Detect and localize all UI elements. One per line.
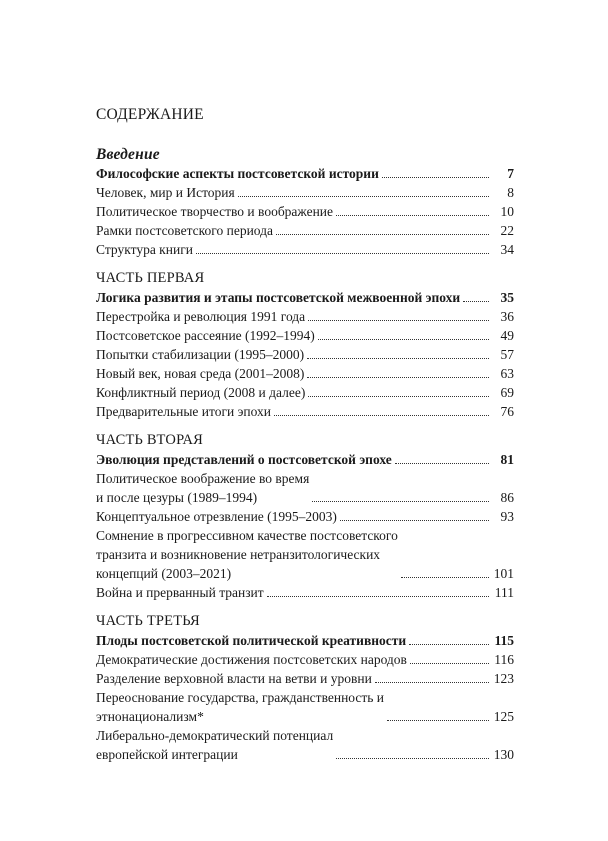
page-number: 81 (500, 452, 514, 467)
page-number: 93 (500, 509, 514, 524)
toc-entry[interactable] (96, 307, 514, 326)
section-heading: ЧАСТЬ ВТОРАЯ (96, 432, 204, 448)
dot-leader (307, 358, 489, 359)
entry-title: Эволюция представлений о постсоветской эпохе (96, 452, 392, 467)
dot-leader (308, 396, 489, 397)
entry-title: Война и прерванный транзит (96, 585, 264, 600)
toc-entry[interactable] (96, 450, 514, 469)
toc-entry[interactable] (96, 688, 514, 726)
dot-leader (336, 215, 489, 216)
page-number: 101 (493, 566, 514, 581)
toc-section (96, 431, 514, 602)
dot-leader (409, 644, 489, 645)
table-of-contents (96, 145, 514, 774)
entry-title: Разделение верховной власти на ветви и уровни (96, 671, 372, 686)
toc-entry[interactable] (96, 469, 514, 507)
entry-title: Либерально-демократический потенциал европейской интеграции (96, 728, 334, 762)
entry-title: Плоды постсоветской политической креативности (96, 633, 407, 648)
toc-entry[interactable] (96, 345, 514, 364)
page-number: 125 (493, 709, 514, 724)
page-number: 111 (494, 585, 514, 600)
page-number: 123 (493, 671, 514, 686)
toc-entry[interactable] (96, 326, 514, 345)
section-heading: Введение (96, 146, 160, 163)
page-number: 49 (500, 328, 514, 343)
dot-leader (340, 520, 489, 521)
toc-entry[interactable] (96, 507, 514, 526)
entry-title: Человек, мир и История (96, 185, 235, 200)
page-number: 86 (500, 490, 514, 505)
dot-leader (238, 196, 489, 197)
toc-entry[interactable] (96, 183, 514, 202)
dot-leader (336, 758, 489, 759)
entry-title: Перестройка и революция 1991 года (96, 309, 306, 324)
page-title: СОДЕРЖАНИЕ (96, 106, 204, 123)
toc-entry[interactable] (96, 288, 514, 307)
entry-title: Предварительные итоги эпохи (96, 404, 272, 419)
entry-title: Философские аспекты постсоветской истории (96, 166, 379, 181)
toc-entry[interactable] (96, 669, 514, 688)
entry-title: Концептуальное отрезвление (1995–2003) (96, 509, 337, 524)
page-number: 57 (500, 347, 514, 362)
toc-entry[interactable] (96, 402, 514, 421)
page-number: 22 (500, 223, 514, 238)
dot-leader (395, 463, 489, 464)
toc-entry[interactable] (96, 526, 514, 583)
dot-leader (312, 501, 489, 502)
dot-leader (196, 253, 489, 254)
toc-section (96, 612, 514, 764)
entry-title: Новый век, новая среда (2001–2008) (96, 366, 305, 381)
entry-title: Политическое творчество и воображение (96, 204, 334, 219)
toc-section (96, 269, 514, 421)
toc-entry[interactable] (96, 650, 514, 669)
entry-title: Переоснование государства, гражданственность и этнонационализм* (96, 690, 385, 724)
entry-title: Сомнение в прогрессивном качестве постсоветского транзита и возникновение нетранзитологических концепций (2003–2021) (96, 528, 398, 581)
toc-entry[interactable] (96, 221, 514, 240)
dot-leader (308, 320, 489, 321)
dot-leader (401, 577, 489, 578)
dot-leader (276, 234, 489, 235)
dot-leader (382, 177, 489, 178)
page-number: 10 (500, 204, 514, 219)
section-heading: ЧАСТЬ ТРЕТЬЯ (96, 613, 200, 629)
toc-entry[interactable] (96, 364, 514, 383)
page-number: 115 (494, 633, 514, 648)
page-number: 116 (494, 652, 514, 667)
section-heading: ЧАСТЬ ПЕРВАЯ (96, 270, 205, 286)
toc-entry[interactable] (96, 726, 514, 764)
page-number: 7 (507, 166, 514, 181)
entry-title: Попытки стабилизации (1995–2000) (96, 347, 305, 362)
page-number: 8 (507, 185, 514, 200)
entry-title: Логика развития и этапы постсоветской межвоенной эпохи (96, 290, 461, 305)
entry-title: Демократические достижения постсоветских народов (96, 652, 407, 667)
dot-leader (307, 377, 489, 378)
dot-leader (375, 682, 489, 683)
page-number: 63 (500, 366, 514, 381)
page-number: 130 (493, 747, 514, 762)
toc-entry[interactable] (96, 240, 514, 259)
dot-leader (410, 663, 489, 664)
entry-title: Рамки постсоветского периода (96, 223, 274, 238)
toc-entry[interactable] (96, 164, 514, 183)
entry-title: Политическое воображение во время и после цезуры (1989–1994) (96, 471, 310, 505)
toc-entry[interactable] (96, 383, 514, 402)
dot-leader (463, 301, 489, 302)
entry-title: Конфликтный период (2008 и далее) (96, 385, 306, 400)
dot-leader (274, 415, 489, 416)
dot-leader (318, 339, 489, 340)
toc-section (96, 145, 514, 259)
dot-leader (387, 720, 489, 721)
toc-entry[interactable] (96, 631, 514, 650)
page-number: 36 (500, 309, 514, 324)
page-number: 69 (500, 385, 514, 400)
page-number: 34 (500, 242, 514, 257)
entry-title: Структура книги (96, 242, 193, 257)
page-number: 35 (500, 290, 514, 305)
toc-entry[interactable] (96, 202, 514, 221)
entry-title: Постсоветское рассеяние (1992–1994) (96, 328, 315, 343)
page-number: 76 (500, 404, 514, 419)
toc-entry[interactable] (96, 583, 514, 602)
dot-leader (267, 596, 489, 597)
